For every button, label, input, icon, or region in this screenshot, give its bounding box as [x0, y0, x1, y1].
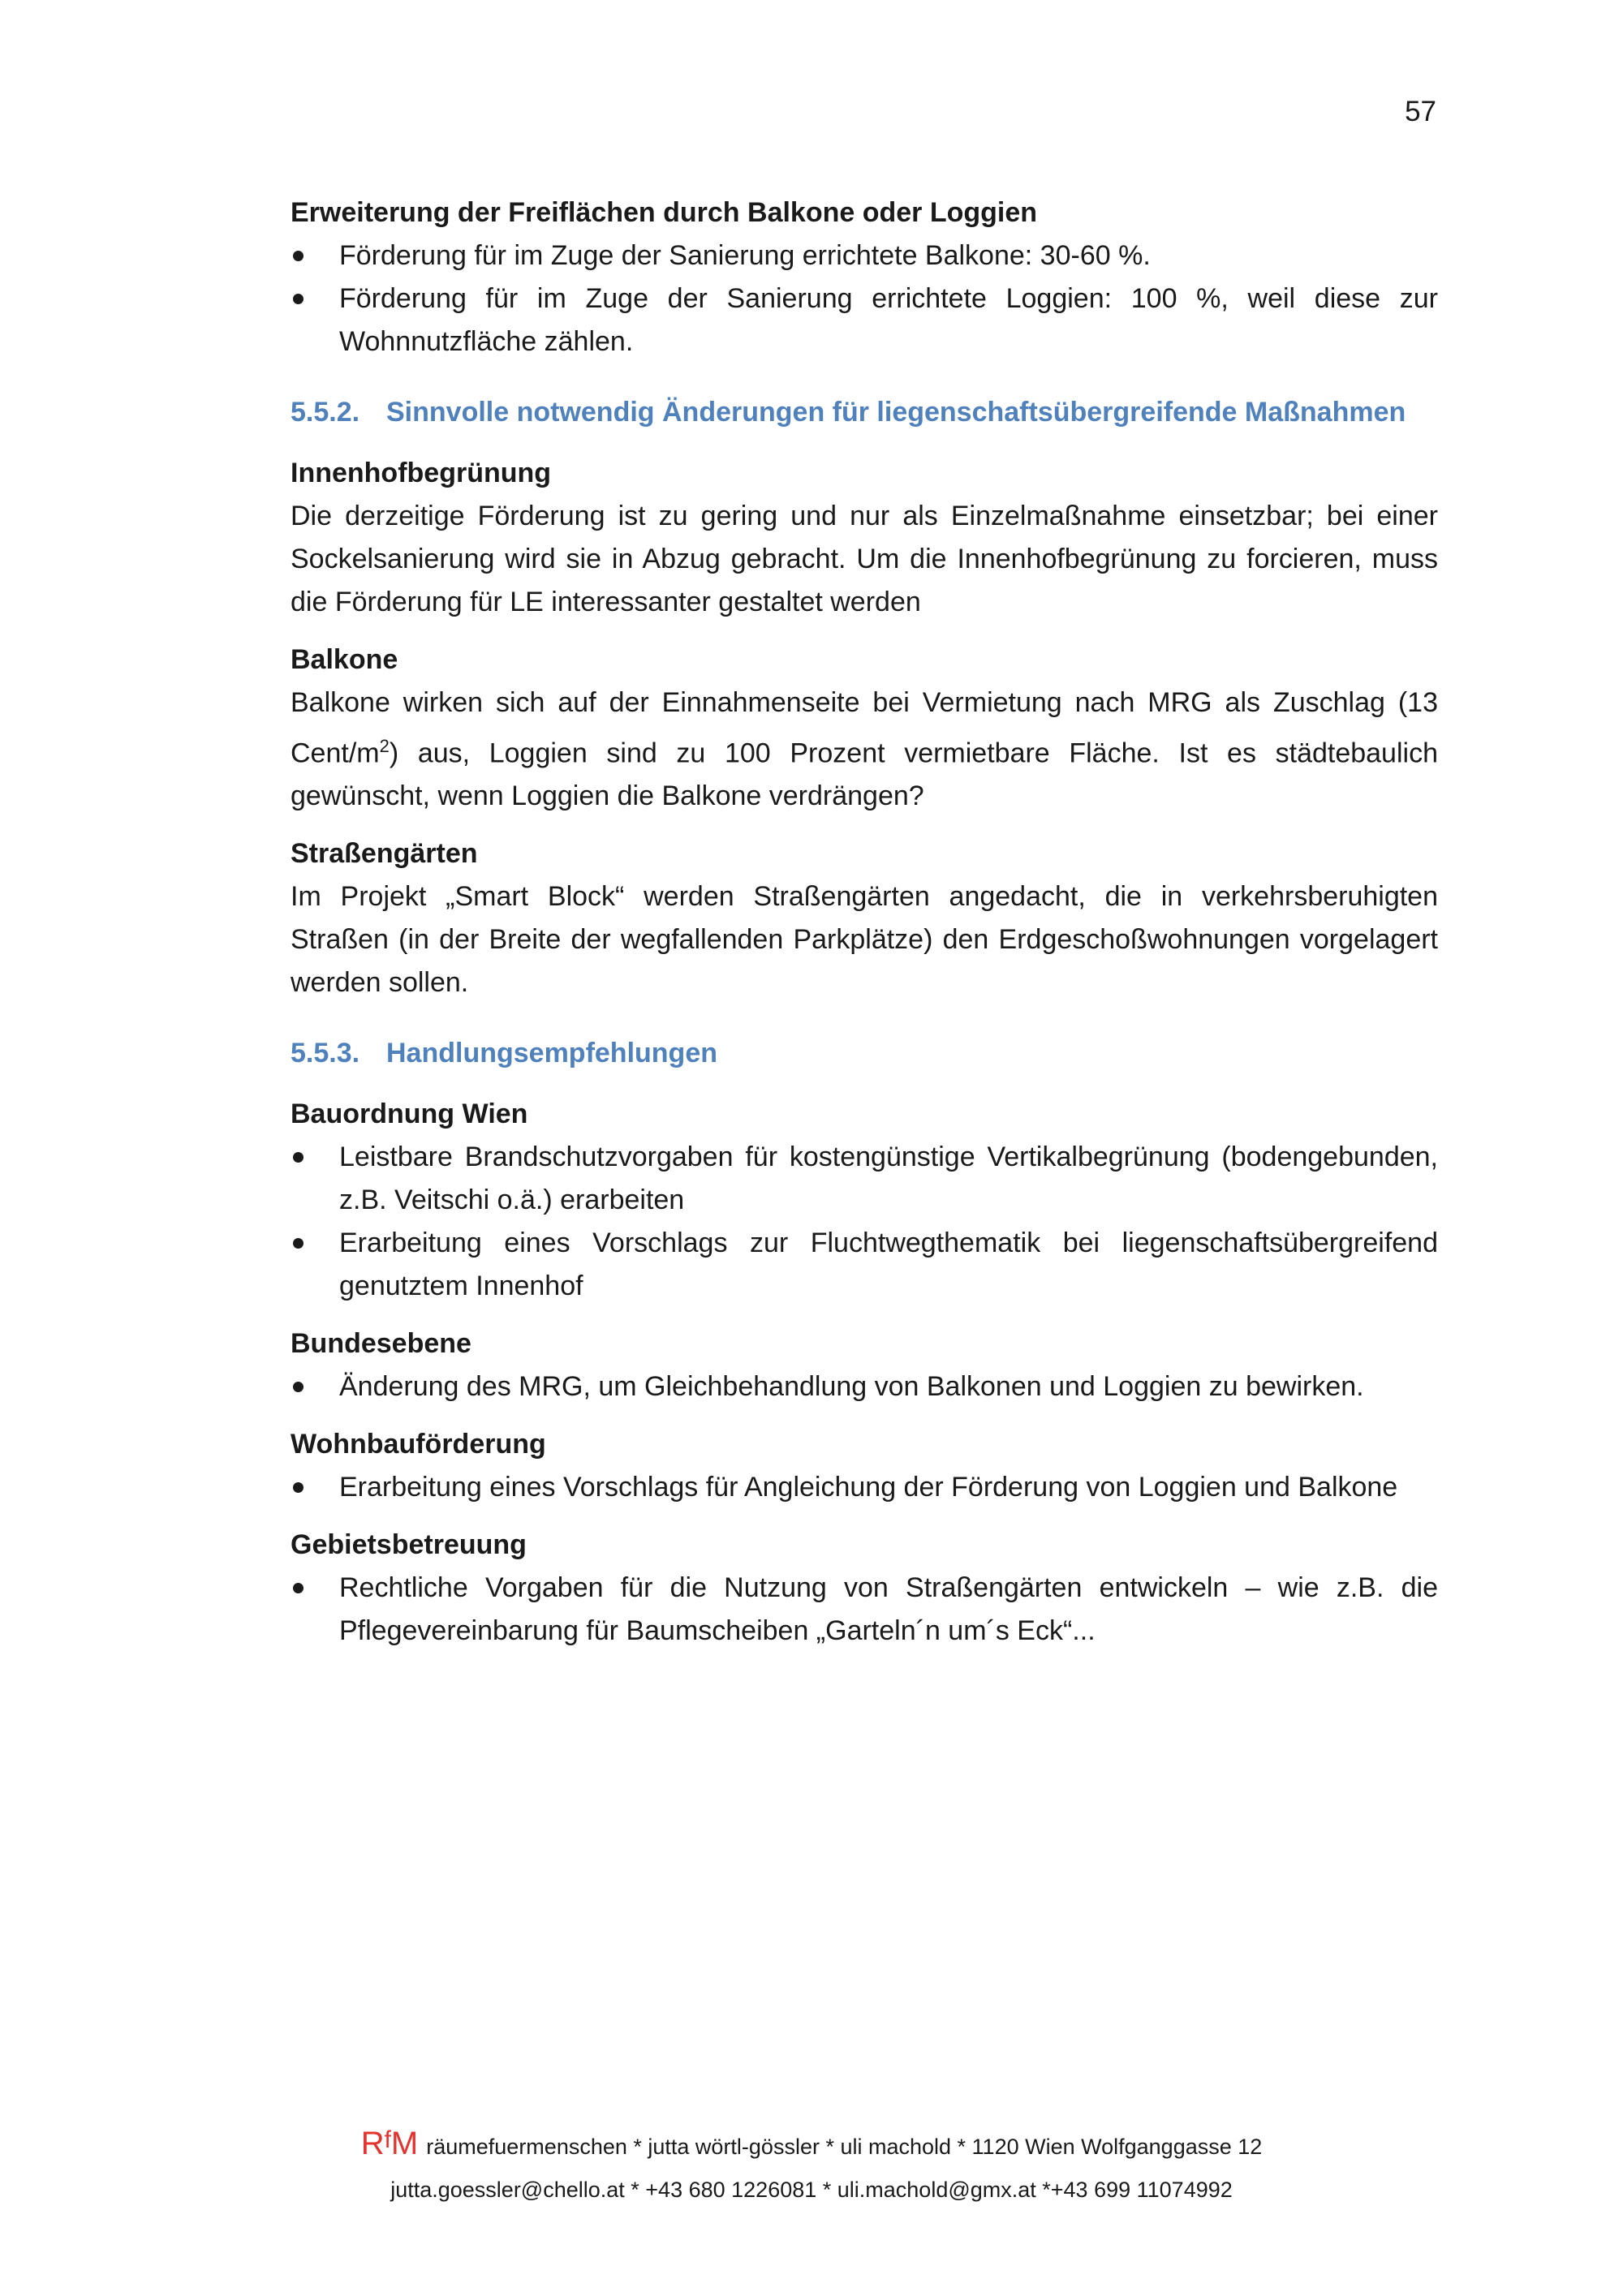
heading-freiflaechen: Erweiterung der Freiflächen durch Balkone oder Loggien [291, 197, 1038, 228]
bullet-list-gebietsbetreuung [291, 1567, 1438, 1653]
block-wohnbaufoerderung [291, 1423, 1438, 1509]
bullet-item: Erarbeitung eines Vorschlags zur Fluchtwegthematik bei liegenschaftsübergreifend genutztem Innenhof [291, 1222, 1438, 1308]
heading-bauordnung-wien: Bauordnung Wien [291, 1099, 528, 1130]
bullet-item: Änderung des MRG, um Gleichbehandlung von Balkonen und Loggien zu bewirken. [291, 1365, 1438, 1408]
bullet-list-bauordnung [291, 1136, 1438, 1308]
paragraph-balkone-part-b: ) aus, Loggien sind zu 100 Prozent vermietbare Fläche. Ist es städtebaulich gewünscht, wenn Loggien die Balkone verdrängen? [291, 737, 1438, 812]
heading-innenhofbegruenung: Innenhofbegrünung [291, 458, 552, 488]
superscript-2: 2 [379, 736, 390, 756]
footer-address: räumefuermenschen * jutta wörtl-gössler * uli machold * 1120 Wien Wolfganggasse 12 [426, 2135, 1263, 2159]
bullet-item: Förderung für im Zuge der Sanierung errichtete Balkone: 30-60 %. [291, 234, 1438, 277]
bullet-list-wohnbaufoerderung [291, 1466, 1438, 1509]
section-heading-553 [291, 1032, 1438, 1075]
paragraph-strassengaerten: Im Projekt „Smart Block“ werden Straßengärten angedacht, die in verkehrsberuhigten Straßen (in der Breite der wegfallenden Parkplätze) den Erdgeschoßwohnungen vorgelagert werden sollen. [291, 881, 1438, 999]
heading-gebietsbetreuung: Gebietsbetreuung [291, 1529, 527, 1561]
logo-letter-m: M [390, 2126, 419, 2161]
bullet-item: Erarbeitung eines Vorschlags für Angleichung der Förderung von Loggien und Balkone [291, 1466, 1438, 1509]
section-number: 5.5.3. [291, 1038, 360, 1069]
heading-bundesebene: Bundesebene [291, 1328, 471, 1360]
paragraph-balkone-part-a: Balkone wirken sich auf der Einnahmenseite bei Vermietung nach MRG als Zuschlag (13 Cent/m [291, 687, 1438, 769]
block-balkone [291, 638, 1438, 818]
rfm-logo [361, 2126, 419, 2161]
section-heading-552 [291, 391, 1438, 434]
footer-line-1 [0, 2126, 1623, 2162]
page-number: 57 [1405, 96, 1436, 127]
block-bundesebene [291, 1322, 1438, 1408]
bullet-item: Leistbare Brandschutzvorgaben für kostengünstige Vertikalbegrünung (bodengebunden, z.B. Veitschi o.ä.) erarbeiten [291, 1136, 1438, 1222]
block-gebietsbetreuung [291, 1524, 1438, 1653]
bullet-item: Förderung für im Zuge der Sanierung errichtete Loggien: 100 %, weil diese zur Wohnnutzfläche zählen. [291, 277, 1438, 363]
section-title: Handlungsempfehlungen [386, 1038, 717, 1069]
logo-letter-r: R [360, 2126, 385, 2161]
heading-balkone: Balkone [291, 644, 398, 675]
page-content [291, 191, 1438, 1653]
logo-letter-f: f [384, 2126, 391, 2153]
section-number: 5.5.2. [291, 397, 360, 428]
bullet-item: Rechtliche Vorgaben für die Nutzung von Straßengärten entwickeln – wie z.B. die Pflegevereinbarung für Baumscheiben „Garteln´n um´s Eck“... [291, 1567, 1438, 1653]
heading-wohnbaufoerderung: Wohnbauförderung [291, 1429, 546, 1460]
footer-line-2: jutta.goessler@chello.at * +43 680 1226081 * uli.machold@gmx.at *+43 699 11074992 [390, 2178, 1233, 2202]
section-title: Sinnvolle notwendig Änderungen für liegenschaftsübergreifende Maßnahmen [386, 397, 1406, 428]
bullet-list-freiflaechen [291, 234, 1438, 363]
paragraph-balkone [291, 681, 1438, 818]
paragraph-innenhofbegruenung: Die derzeitige Förderung ist zu gering und nur als Einzelmaßnahme einsetzbar; bei einer Sockelsanierung wird sie in Abzug gebracht. Um die Innenhofbegrünung zu forcieren, muss die Förderung für LE interessanter gestaltet werden [291, 501, 1438, 617]
heading-strassengaerten: Straßengärten [291, 838, 478, 870]
block-strassengaerten [291, 832, 1438, 1004]
bullet-list-bundesebene [291, 1365, 1438, 1408]
